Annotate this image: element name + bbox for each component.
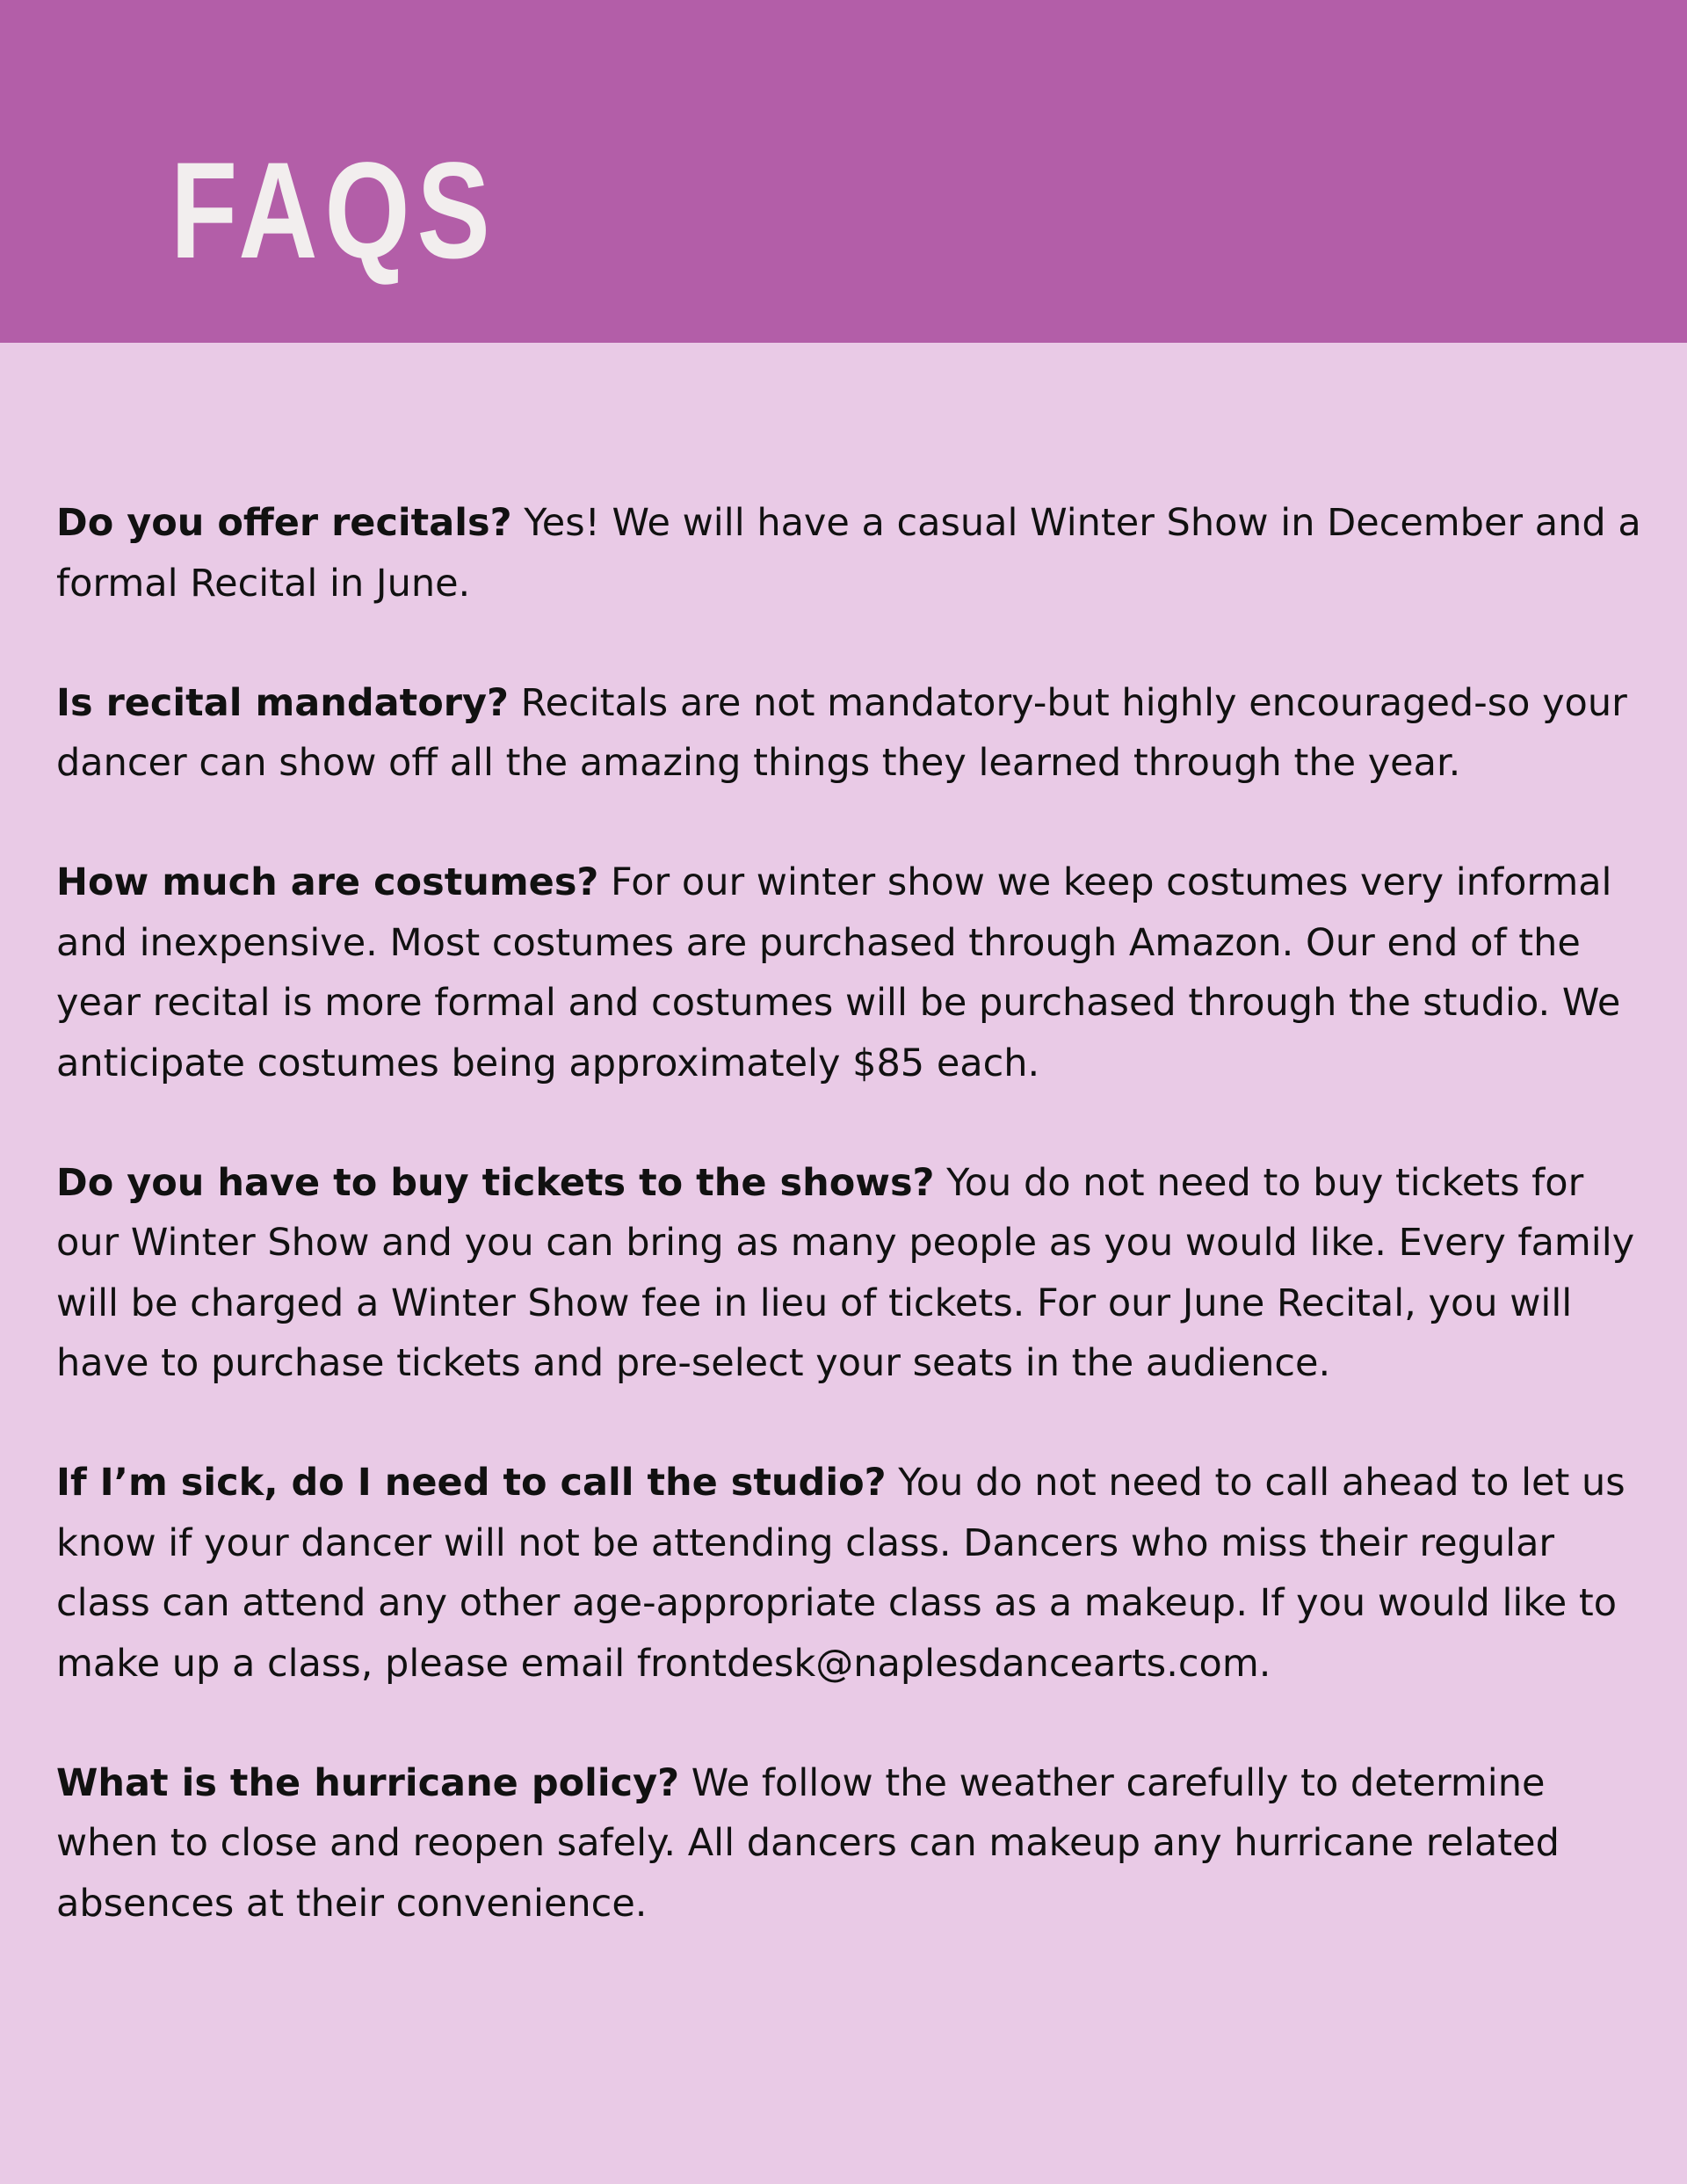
faq-question: Is recital mandatory? bbox=[56, 680, 509, 725]
faq-answer: Recitals are not mandatory-but highly encouraged-so your dancer can show off all the amazing things they learned through the year. bbox=[56, 680, 1627, 785]
faq-question: How much are costumes? bbox=[56, 860, 599, 904]
faq-item-recitals bbox=[56, 493, 1647, 613]
faq-answer: You do not need to call ahead to let us know if your dancer will not be attending class. Dancers who miss their regular class can attend any other age-appropriate class as a makeup. If you would like to make up a class, please email frontdesk@naplesdancearts.com. bbox=[56, 1461, 1625, 1686]
page-title: FAQS bbox=[170, 134, 497, 287]
faq-answer: For our winter show we keep costumes very informal and inexpensive. Most costumes are purchased through Amazon. Our end of the year recital is more formal and costumes will be purchased through the studio. We anticipate costumes being approximately $85 each. bbox=[56, 860, 1621, 1085]
faq-item-recital-mandatory bbox=[56, 673, 1647, 794]
faq-item-sick-policy bbox=[56, 1453, 1647, 1694]
faq-list bbox=[56, 493, 1647, 1993]
header-banner bbox=[0, 0, 1687, 343]
faq-answer: You do not need to buy tickets for our Winter Show and you can bring as many people as you would like. Every family will be charged a Winter Show fee in lieu of tickets. For our June Recital, you will have to purchase tickets and pre-select your seats in the audience. bbox=[56, 1160, 1635, 1385]
faq-question: Do you have to buy tickets to the shows? bbox=[56, 1160, 935, 1205]
faq-answer: We follow the weather carefully to determine when to close and reopen safely. All dancers can makeup any hurricane related absences at their convenience. bbox=[56, 1760, 1560, 1926]
faq-question: If I’m sick, do I need to call the studio? bbox=[56, 1461, 887, 1505]
faq-answer: Yes! We will have a casual Winter Show in December and a formal Recital in June. bbox=[56, 501, 1641, 606]
faq-item-tickets bbox=[56, 1153, 1647, 1394]
faq-question: What is the hurricane policy? bbox=[56, 1760, 680, 1805]
faq-question: Do you offer recitals? bbox=[56, 501, 512, 545]
faq-item-costumes bbox=[56, 853, 1647, 1093]
faq-item-hurricane-policy bbox=[56, 1753, 1647, 1934]
